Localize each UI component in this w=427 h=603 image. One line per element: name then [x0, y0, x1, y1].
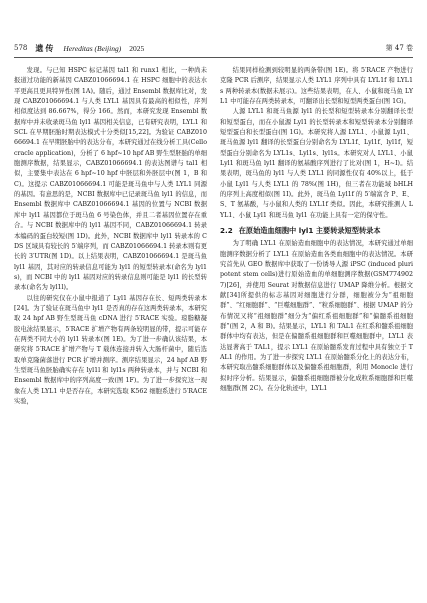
body-paragraph: 人源 LYL1 和斑马鱼源 lyl1 的长型和短型转录本分别翻译长型和短型蛋白，而在小鼠源 Lyl1 的长型转录本和短型转录本分别翻译短型蛋白和长型蛋白(图 1G)。本研究将人源 LYL1、小鼠源 Lyl1、斑马鱼源 lyl1 翻译的长型蛋白分别命名为 LYL1f、Lyl1f、lyl1f，短型蛋白分别命名为 LYL1s、Lyl1s、lyl1s。本研究对人 LYL1、小鼠 Lyl1 和斑马鱼 lyl1 翻译的氨基酸序列进行了比对(图 1，H~I)。结果表明，斑马鱼的 lyl1 与人类 LYL1 的同源性仅有 40%以上，低于小鼠 Lyl1 与人类 LYL1 的 78%(图 1H)，但三者在功能域 bHLH 的序列上高度相似(图 1I)。此外，斑马鱼 Lyl1f 的 5′端富含 P、E、S、T 氨基酸，与小鼠和人类的 LYL1f 类似。因此，本研究推测人 LYL1、小鼠 Lyl1 和斑马鱼 lyl1 在功能上具有一定的保守性。 [220, 108, 413, 219]
journal-name-en: Hereditas (Beijing) [63, 43, 122, 53]
running-header [14, 40, 413, 56]
publication-year: 2025 [129, 43, 145, 53]
body-paragraph: 结果同样检测到较明显的两条带(图 1E)。将 5′RACE 产物进行克隆 PCR 后测序，结果显示人类 LYL1 序列中具有 LYL1f 和 LYL1s 两种转录本(数据未展示)。这些结果表明，在人、小鼠和斑马鱼 LYL1 中可能存在两类转录本，可翻译出长型和短型两类蛋白(图 1G)。 [220, 67, 413, 106]
body-paragraph: 以往的研究仅在小鼠中报道了 Lyl1 基因存在长、短两类转录本[24]。为了验证在斑马鱼中 lyl1 是否真的存在这两类转录本，本研究取 24 hpf AB 野生型斑马鱼 cDNA 进行 5′RACE 实验。琼脂糖凝胶电泳结果显示，5′RACE 扩增产物有两条较明显的带，提示可能存在两类不同大小的 lyl1 转录本(图 1E)。为了进一步确认该结果，本研究将 5′RACE 扩增产物与 T 载体连接并转入大肠杆菌中，随后选取单克隆菌落进行 PCR 扩增并测序。测序结果显示，24 hpf AB 野生型斑马鱼胚胎确实存在 lyl1l 和 lyl1s 两种转录本，并与 NCBI 和 Ensembl 数据库中的序列高度一致(图 1F)。为了进一步探究这一现象在人类 LYL1 中是否存在，本研究选取 K562 细胞系进行 5′RACE 实验， [14, 294, 207, 405]
section-heading [220, 225, 413, 236]
section-number: 2.2 [220, 226, 233, 236]
journal-name-cn: 遗传 [35, 42, 56, 53]
header-left [14, 43, 386, 54]
left-column [14, 66, 207, 407]
right-column [220, 66, 413, 394]
body-paragraph: 发现。与已知 HSPC 标记基因 tal1 和 runx1 相比，一种尚未报道过功能的新基因 CABZ01066694.1 在 HSPC 细胞中的表达水平更高且更具特异性(图 1A)。随后，通过 Ensembl 数据库比对，发现 CABZ01066694.1 与人类 LYL1 基因具有最高的相似性，序列相似度达到 86.667%，得分 166。然而，本研究发现 Ensembl 数据库中并未收录斑马鱼 lyl1 基因相关信息，已有研究表明，LYL1 和 SCL 在早期胚胎时期表达模式十分类似[15,22]。为验证 CABZ01066694.1 在早期胚胎中的表达分布，本研究通过在线分析工具(Cellocracle application)，分析了 6 hpf~10 hpf AB 野生型胚胎的单细胞测序数据，结果显示，CABZ01066694.1 的表达图谱与 tal1 相似，主要集中表达在 6 hpf~10 hpf 中胚层和外胚层中(图 1，B 和 C)。这提示 CABZ01066694.1 可能是斑马鱼中与人类 LYL1 同源的基因。有意思的是，NCBI 数据库中已记录斑马鱼 lyl1 的信息，而 Ensembl 数据库中 CABZ01066694.1 基因的位置与 NCBI 数据库中 lyl1 基因都位于斑马鱼 6 号染色体，并且二者基因位置存在重合。与 NCBI 数据库中的 lyl1 基因不同，CABZ01066694.1 转录本编码的蛋白较短(图 1D)。此外，NCBI 数据库中 lyl1 转录本的 CDS 区域具有较长的 5′端序列，而 CABZ01066694.1 转录本则有更长的 3′UTR(图 1D)。以上结果表明，CABZ01066694.1 是斑马鱼 lyl1 基因，其对应的转录信息可能为 lyl1 的短型转录本(命名为 lyl1s)，而 NCBI 中的 lyl1 基因对应的转录信息则可能是 lyl1 的长型转录本(命名为 lyl1l)。 [14, 67, 207, 292]
body-paragraph: 为了明确 LYL1 在原始造血细胞中的表达情况，本研究通过单细胞测序数据分析了 LYL1 在原始造血各类血细胞中的表达情况。本研究首先从 GEO 数据库中获取了一份诱导人源 iPSC (induced pluripotent stem cells)进行原始造血的单细胞测序数据(GSM7749027)[26]，并使用 Seurat 对数据信息进行 UMAP 降维分析。根据文献[34]所提供的标志基因对细胞进行分群，细胞被分为“祖细胞群”、“红细胞群”、“巨噬细胞群”、“粒系细胞群”、根据 UMAP 的分布情况又将“祖细胞群”细分为“偏红系祖细胞群”和“偏髓系祖细胞群”(图 2，A 和 B)。结果显示，LYL1 和 TAL1 在红系和髓系祖细胞群体中均有表达，但是在偏髓系祖细胞群和巨噬细胞群中，LYL1 表达显著高于 TAL1，提示 LYL1 在原始髓系发育过程中具有独立于 TAL1 的作用。为了进一步探究 LYL1 在原始髓系分化上的表达分布，本研究取出髓系细胞群体以及偏髓系祖细胞群，利用 Monocle 进行拟时序分析。结果显示，偏髓系祖细胞群被分化成粒系细胞群和巨噬细胞群(图 2C)。在分化轨迹中，LYL1 [220, 240, 413, 392]
volume-label: 第 47 卷 [385, 44, 413, 52]
page-number: 578 [14, 44, 28, 52]
section-title: 在原始造血细胞中 lyl1 主要转录短型转录本 [238, 226, 381, 236]
header-divider [14, 57, 413, 58]
